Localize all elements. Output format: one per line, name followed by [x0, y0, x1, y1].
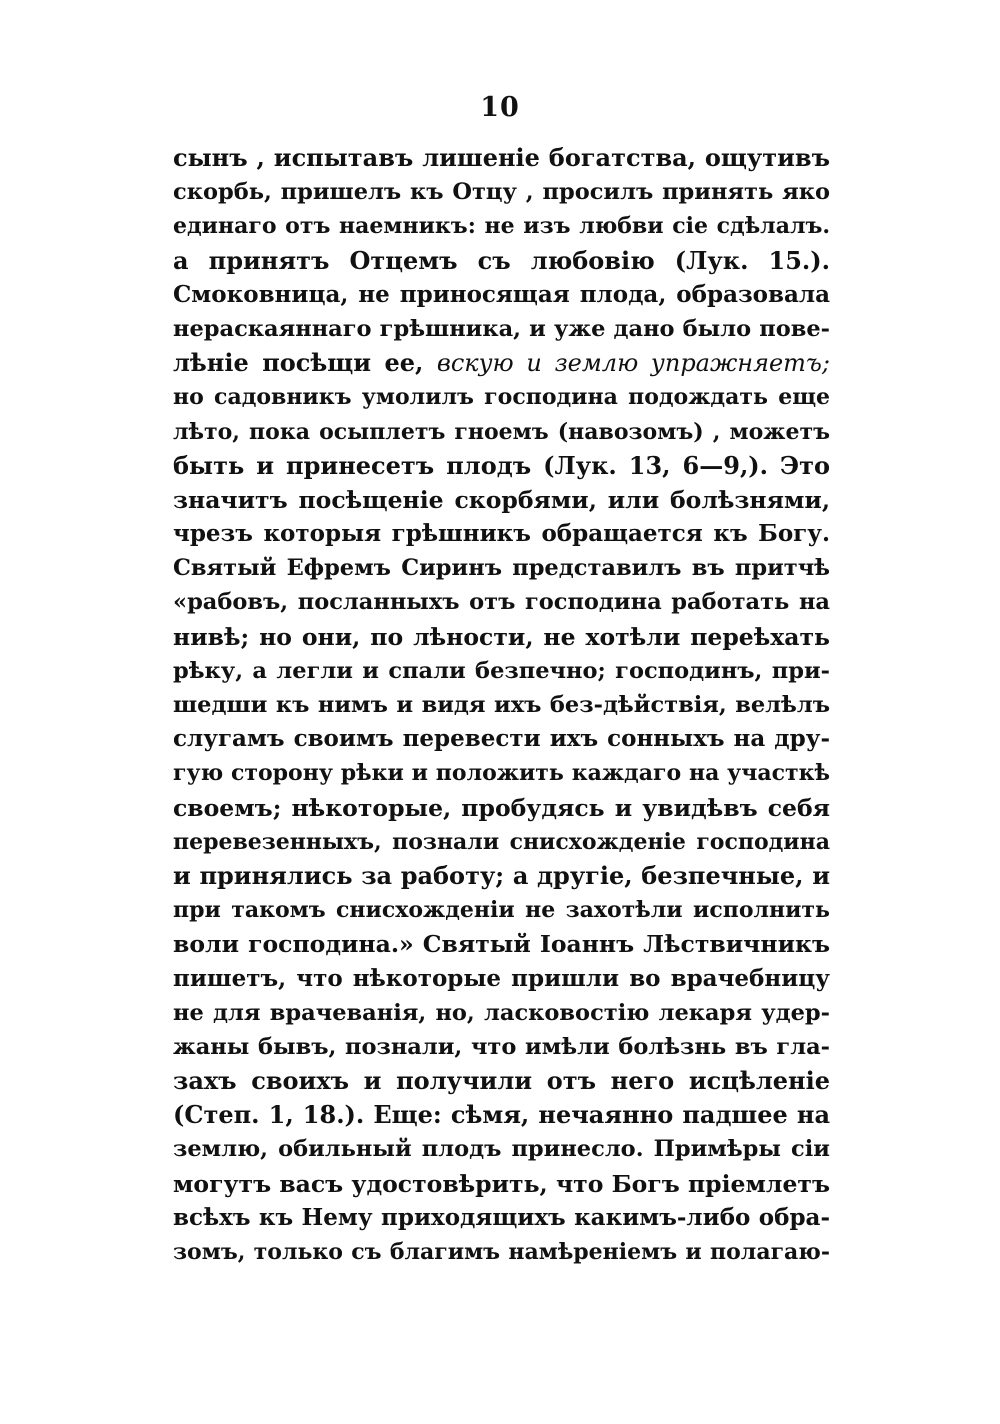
- text-line-9: лѣто, пока осыплетъ гноемъ (навозомъ) , можетъ: [173, 418, 830, 445]
- text-line-11: значитъ посѣщеніе скорбями, или болѣзнями,: [173, 485, 830, 514]
- text-line-8: но садовникъ умолилъ господина подождать еще: [173, 384, 830, 411]
- page-number: 10: [480, 92, 520, 123]
- text-line-6: нераскаяннаго грѣшника, и уже дано было пове-: [173, 315, 830, 342]
- text-line-7-prefix: лѣніе посѣщи ее,: [173, 348, 437, 378]
- text-line-30: землю, обильный плодъ принесло. Примѣры сіи: [173, 1136, 830, 1163]
- text-line-18: слугамъ своимъ перевести ихъ сонныхъ на дру-: [173, 725, 830, 753]
- text-line-27: жаны бывъ, познали, что имѣли болѣзнь въ гла-: [173, 1033, 830, 1060]
- text-line-4: а принятъ Отцемъ съ любовію (Лук. 15.).: [173, 245, 830, 275]
- text-line-7: [173, 346, 830, 380]
- text-line-16: рѣку, а легли и спали безпечно; господинъ, при-: [173, 657, 830, 684]
- text-line-23: при такомъ снисхожденіи не захотѣли исполнить: [173, 897, 830, 924]
- text-line-13: Святый Ефремъ Сиринъ представилъ въ притчѣ: [173, 555, 830, 582]
- text-line-32: всѣхъ къ Нему приходящихъ какимъ-либо обра-: [173, 1203, 830, 1231]
- text-line-14: «рабовъ, посланныхъ отъ господина работать на: [173, 589, 830, 616]
- text-line-28: захъ своихъ и получили отъ него исцѣленіе: [173, 1066, 830, 1096]
- text-line-1: сынъ , испытавъ лишеніе богатства, ощутивъ: [173, 143, 830, 172]
- text-line-5: Смоковница, не приносящая плода, образовала: [173, 280, 830, 308]
- text-line-22: и принялись за работу; а другіе, безпечные, и: [173, 860, 830, 890]
- text-line-19: гую сторону рѣки и положить каждаго на участкѣ: [173, 760, 830, 787]
- text-line-12: чрезъ которыя грѣшникъ обращается къ Богу.: [173, 520, 830, 548]
- text-line-15: нивѣ; но они, по лѣности, не хотѣли переѣхать: [173, 622, 830, 651]
- text-line-24: воли господина.» Святый Іоаннъ Лѣствичникъ: [173, 930, 830, 959]
- text-line-10: быть и принесетъ плодъ (Лук. 13, 6—9,). Это: [173, 450, 830, 480]
- text-line-31: могутъ васъ удостовѣрить, что Богъ пріемлетъ: [173, 1169, 830, 1198]
- text-line-21: перевезенныхъ, познали снисхожденіе господина: [173, 828, 830, 855]
- body-text: [173, 141, 830, 1269]
- text-line-17: шедши къ нимъ и видя ихъ без-дѣйствія, велѣлъ: [173, 692, 830, 718]
- text-line-20: своемъ; нѣкоторые, пробудясь и увидѣвъ себя: [173, 793, 830, 822]
- text-line-2: скорбь, пришелъ къ Отцу , просилъ принять яко: [173, 179, 830, 206]
- text-line-26: не для врачеванія, но, ласковостію лекаря удер-: [173, 999, 830, 1026]
- text-line-25: пишетъ, что нѣкоторые пришли во врачебницу: [173, 964, 830, 992]
- text-line-7-italic-quote: вскую и землю упражняетъ;: [436, 349, 830, 378]
- text-line-3: единаго отъ наемникъ: не изъ любви сіе сдѣлалъ.: [173, 213, 830, 240]
- text-line-33: зомъ, только съ благимъ намѣреніемъ и полагаю-: [173, 1239, 830, 1265]
- text-line-29: (Степ. 1, 18.). Еще: сѣмя, нечаянно падшее на: [173, 1100, 830, 1130]
